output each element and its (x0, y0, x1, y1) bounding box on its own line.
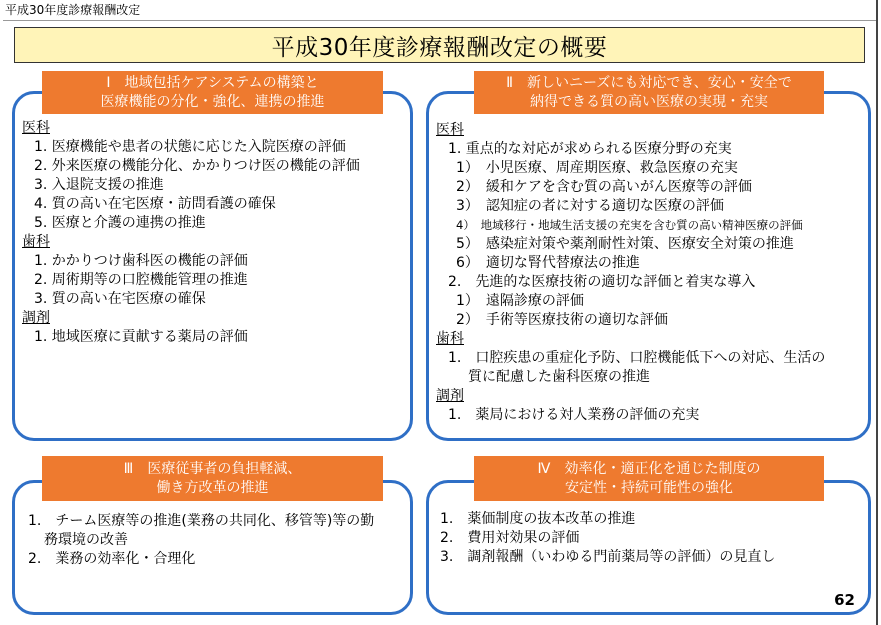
list-item: 2. 周術期等の口腔機能管理の推進 (34, 272, 248, 288)
list-item: 2. 業務の効率化・合理化 (28, 551, 196, 567)
list-item: 1. 重点的な対応が求められる医療分野の充実 (448, 141, 732, 157)
panel-4-content (436, 510, 866, 567)
panel-2-title-line1: Ⅱ 新しいニーズにも対応でき、安心・安全で (506, 74, 792, 91)
category-dental: 歯科 (436, 331, 464, 347)
panel-4-title-line1: Ⅳ 効率化・適正化を通じた制度の (537, 460, 761, 477)
header-label: 平成30年度診療報酬改定 (5, 3, 141, 17)
sub-list-item: 4） 地域移行・地域生活支援の充実を含む質の高い精神医療の評価 (456, 218, 803, 232)
list-item: 2. 費用対効果の評価 (440, 530, 580, 546)
list-item: 1. かかりつけ歯科医の機能の評価 (34, 253, 248, 269)
panel-1-title (42, 71, 383, 114)
sub-list-item: 3） 認知症の者に対する適切な医療の評価 (456, 198, 724, 214)
list-item: 2. 外来医療の機能分化、かかりつけ医の機能の評価 (34, 158, 360, 174)
list-item: 5. 医療と介護の連携の推進 (34, 215, 206, 231)
list-item: 1. 医療機能や患者の状態に応じた入院医療の評価 (34, 139, 346, 155)
panel-3-title-line2: 働き方改革の推進 (156, 479, 269, 496)
list-item: 1. 口腔疾患の重症化予防、口腔機能低下への対応、生活の (448, 350, 826, 366)
list-item: 3. 入退院支援の推進 (34, 177, 164, 193)
list-item: 2. 先進的な医療技術の適切な評価と着実な導入 (448, 274, 756, 290)
panel-3-title-line1: Ⅲ 医療従事者の負担軽減、 (123, 460, 302, 477)
panel-4-title-line2: 安定性・持続可能性の強化 (565, 479, 733, 496)
panel-2-content (436, 121, 866, 425)
panel-2-title (474, 71, 824, 114)
panel-1-title-line1: Ⅰ 地域包括ケアシステムの構築と (106, 74, 319, 91)
list-item: 1. チーム医療等の推進(業務の共同化、移管等)等の勤 (28, 513, 375, 529)
sub-list-item: 5） 感染症対策や薬剤耐性対策、医療安全対策の推進 (456, 236, 794, 252)
list-item: 1. 地域医療に貢献する薬局の評価 (34, 329, 248, 345)
sub-list-item: 1） 遠隔診療の評価 (456, 293, 584, 309)
sub-list-item: 1） 小児医療、周産期医療、救急医療の充実 (456, 160, 738, 176)
panel-2-title-line2: 納得できる質の高い医療の実現・充実 (530, 93, 768, 110)
category-pharmacy: 調剤 (22, 310, 50, 326)
sub-list-item: 2） 緩和ケアを含む質の高いがん医療等の評価 (456, 179, 752, 195)
main-title: 平成30年度診療報酬改定の概要 (14, 27, 865, 63)
category-dental: 歯科 (22, 234, 50, 250)
list-item: 3. 質の高い在宅医療の確保 (34, 291, 206, 307)
list-item: 1. 薬局における対人業務の評価の充実 (448, 407, 700, 423)
header-rule (3, 20, 876, 21)
list-item: 3. 調剤報酬（いわゆる門前薬局等の評価）の見直し (440, 549, 776, 565)
right-edge-line (876, 0, 878, 625)
sub-list-item: 2） 手術等医療技術の適切な評価 (456, 312, 668, 328)
list-item-continuation: 務環境の改善 (44, 532, 128, 548)
list-item: 1. 薬価制度の抜本改革の推進 (440, 511, 636, 527)
page-number: 62 (834, 591, 855, 609)
panel-1-title-line2: 医療機能の分化・強化、連携の推進 (100, 93, 325, 110)
panel-3-title (42, 456, 383, 501)
panel-4-title (474, 456, 824, 501)
category-medical: 医科 (22, 120, 50, 136)
panel-1-content (22, 119, 407, 347)
list-item-continuation: 質に配慮した歯科医療の推進 (468, 369, 650, 385)
list-item: 4. 質の高い在宅医療・訪問看護の確保 (34, 196, 276, 212)
category-medical: 医科 (436, 122, 464, 138)
sub-list-item: 6） 適切な腎代替療法の推進 (456, 255, 640, 271)
panel-3-content (24, 512, 409, 569)
category-pharmacy: 調剤 (436, 388, 464, 404)
